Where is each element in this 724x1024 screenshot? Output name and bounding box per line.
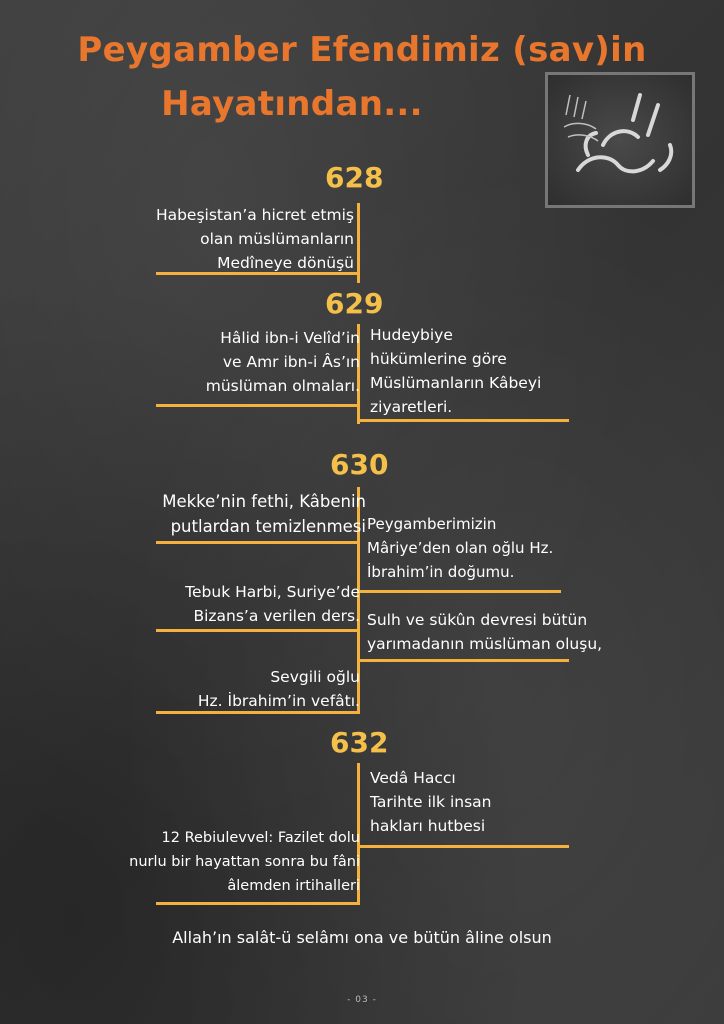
event-629-left: Hâlid ibn-i Velîd’in ve Amr ibn-i Âs’ın müslüman olmaları.: [205, 329, 360, 395]
event-628-underline: [156, 272, 360, 275]
event-632-left-underline: [156, 902, 360, 905]
event-630-right-1: Peygamberimizin Mâriye’den olan oğlu Hz. İbrahim’in doğumu.: [367, 515, 554, 581]
event-632-right: Vedâ Haccı Tarihte ilk insan hakları hutbesi: [370, 769, 492, 835]
page-number: - 03 -: [347, 995, 377, 1005]
event-632-right-underline: [357, 845, 569, 848]
event-630-right-1-underline: [357, 590, 561, 593]
event-632-left: 12 Rebiulevvel: Fazilet dolu nurlu bir hayattan sonra bu fâni âlemden irtihalleri: [129, 830, 360, 894]
event-630-left-1-underline: [156, 541, 360, 544]
event-630-left-3-underline: [156, 711, 360, 714]
year-629: 629: [325, 287, 384, 320]
event-629-right: Hudeybiye hükümlerine göre Müslümanların Kâbeyi ziyaretleri.: [370, 326, 542, 416]
calligraphy-icon: [548, 75, 692, 205]
event-630-left-2-underline: [156, 629, 360, 632]
event-630-right-2-underline: [357, 659, 569, 662]
page-title-line1: Peygamber Efendimiz (sav)in: [77, 30, 647, 70]
event-628-left: Habeşistan’a hicret etmiş olan müslümanların Medîneye dönüşü: [155, 206, 354, 272]
year-628: 628: [325, 161, 384, 194]
timeline-line-628: [357, 203, 360, 283]
calligraphy-image: [545, 72, 695, 208]
year-630: 630: [330, 448, 389, 481]
event-629-left-underline: [156, 404, 360, 407]
year-632: 632: [330, 726, 389, 759]
event-630-left-2: Tebuk Harbi, Suriye’de Bizans’a verilen ders.: [185, 583, 360, 625]
event-630-left-3: Sevgili oğlu Hz. İbrahim’in vefâtı.: [197, 668, 360, 710]
event-630-left-1: Mekke’nin fethi, Kâbenin putlardan temizlenmesi: [162, 492, 366, 536]
page-title-line2: Hayatından...: [161, 84, 423, 124]
closing-blessing: Allah’ın salât-ü selâmı ona ve bütün âline olsun: [172, 928, 552, 947]
event-629-right-underline: [357, 419, 569, 422]
event-630-right-2: Sulh ve sükûn devresi bütün yarımadanın müslüman oluşu,: [367, 611, 603, 653]
